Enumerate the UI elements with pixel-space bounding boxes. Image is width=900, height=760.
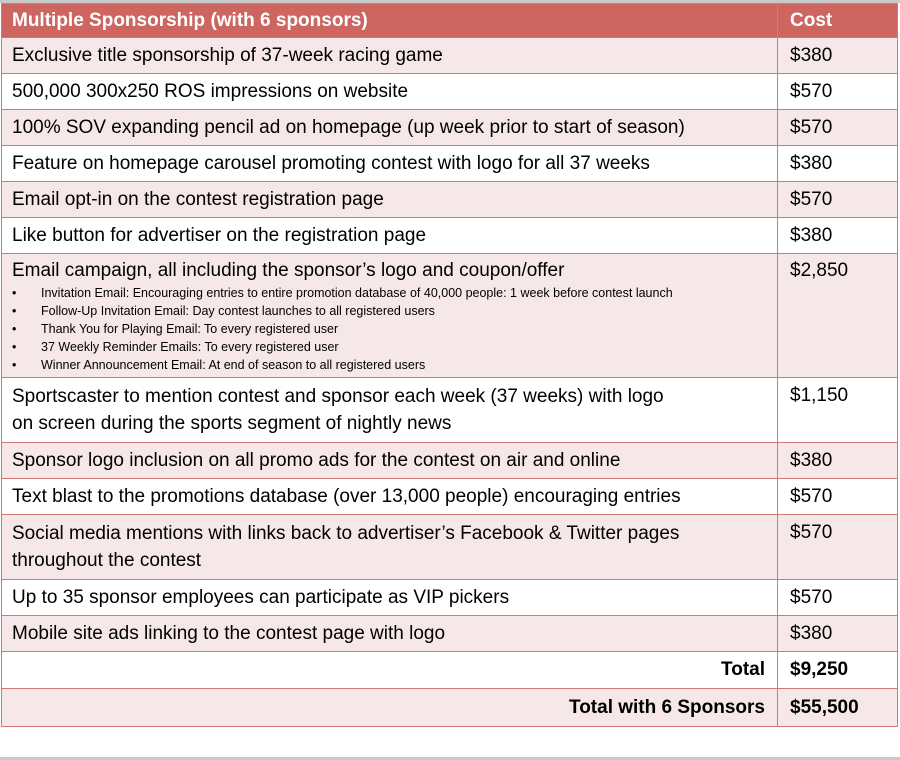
row-cost: $380	[778, 616, 898, 652]
table-row	[2, 378, 898, 443]
bullet-icon: •	[12, 340, 17, 354]
total-label: Total	[2, 652, 778, 689]
row-description: Mobile site ads linking to the contest page with logo	[2, 616, 778, 652]
total-with-sponsors-label: Total with 6 Sponsors	[2, 689, 778, 727]
bullet-item	[12, 302, 769, 320]
row-cost: $570	[778, 182, 898, 218]
bullet-item	[12, 356, 769, 374]
row-description: Exclusive title sponsorship of 37-week racing game	[2, 38, 778, 74]
row-description: 500,000 300x250 ROS impressions on website	[2, 74, 778, 110]
row-description: Feature on homepage carousel promoting contest with logo for all 37 weeks	[2, 146, 778, 182]
table-row	[2, 479, 898, 515]
table-row	[2, 110, 898, 146]
total-row	[2, 652, 898, 689]
sponsorship-table	[1, 3, 898, 727]
row-cost: $380	[778, 146, 898, 182]
row-cost: $380	[778, 218, 898, 254]
table-row	[2, 580, 898, 616]
row-cost: $570	[778, 479, 898, 515]
bullet-text: Winner Announcement Email: At end of season to all registered users	[41, 358, 426, 372]
table-row	[2, 182, 898, 218]
table-row	[2, 616, 898, 652]
row-description: 100% SOV expanding pencil ad on homepage (up week prior to start of season)	[2, 110, 778, 146]
row-cost: $380	[778, 443, 898, 479]
row-description: Up to 35 sponsor employees can participate as VIP pickers	[2, 580, 778, 616]
table-row	[2, 74, 898, 110]
row-description: Like button for advertiser on the registration page	[2, 218, 778, 254]
header-cost: Cost	[778, 4, 898, 38]
bullet-item	[12, 284, 769, 302]
bullet-icon: •	[12, 358, 17, 372]
row-description-line: on screen during the sports segment of nightly news	[12, 413, 452, 434]
table-row	[2, 218, 898, 254]
total-with-sponsors-value: $55,500	[778, 689, 898, 727]
bullet-icon: •	[12, 304, 17, 318]
row-cost: $380	[778, 38, 898, 74]
row-description: Sponsor logo inclusion on all promo ads for the contest on air and online	[2, 443, 778, 479]
row-description: Text blast to the promotions database (over 13,000 people) encouraging entries	[2, 479, 778, 515]
row-description	[2, 254, 778, 378]
header-title: Multiple Sponsorship (with 6 sponsors)	[2, 4, 778, 38]
table-row	[2, 146, 898, 182]
bullet-text: Invitation Email: Encouraging entries to entire promotion database of 40,000 people: 1 week before contest launch	[41, 286, 673, 300]
table-row	[2, 38, 898, 74]
row-cost: $570	[778, 74, 898, 110]
row-description	[2, 515, 778, 580]
row-description: Email opt-in on the contest registration page	[2, 182, 778, 218]
row-description-line: Sportscaster to mention contest and sponsor each week (37 weeks) with logo	[12, 386, 664, 407]
bullet-text: 37 Weekly Reminder Emails: To every registered user	[41, 340, 339, 354]
row-cost: $570	[778, 580, 898, 616]
row-cost: $570	[778, 110, 898, 146]
row-cost: $2,850	[778, 254, 898, 378]
total-value: $9,250	[778, 652, 898, 689]
email-bullet-list	[12, 284, 769, 374]
email-campaign-title: Email campaign, all including the sponsor’s logo and coupon/offer	[12, 260, 565, 281]
bullet-icon: •	[12, 322, 17, 336]
bullet-text: Follow-Up Invitation Email: Day contest launches to all registered users	[41, 304, 435, 318]
table-header-row	[2, 4, 898, 38]
row-description-line: Social media mentions with links back to advertiser’s Facebook & Twitter pages	[12, 523, 680, 544]
bullet-icon: •	[12, 286, 17, 300]
table-row	[2, 443, 898, 479]
bullet-text: Thank You for Playing Email: To every registered user	[41, 322, 339, 336]
row-cost: $570	[778, 515, 898, 580]
table-row	[2, 515, 898, 580]
row-cost: $1,150	[778, 378, 898, 443]
table-row-email-campaign	[2, 254, 898, 378]
bullet-item	[12, 320, 769, 338]
bullet-item	[12, 338, 769, 356]
row-description-line: throughout the contest	[12, 550, 202, 571]
total-with-sponsors-row	[2, 689, 898, 727]
row-description	[2, 378, 778, 443]
